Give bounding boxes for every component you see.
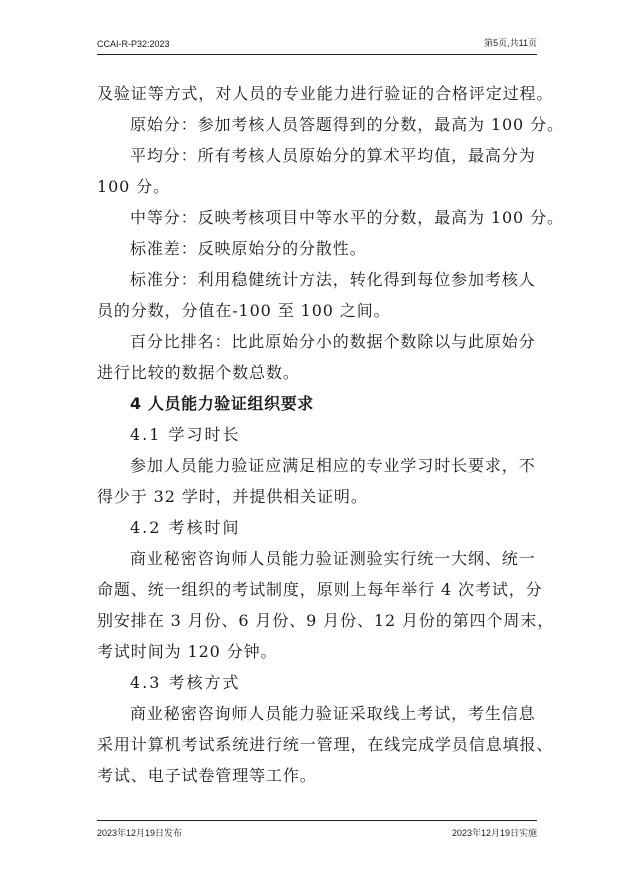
definition-std-deviation: 标准差：反映原始分的分散性。 [130, 239, 367, 258]
page-number: 第5页,共11页 [484, 38, 537, 48]
paragraph-line: 员的分数，分值在-100 至 100 之间。 [97, 301, 391, 320]
subsection-heading-4-2: 4.2 考核时间 [130, 518, 241, 537]
definition-raw-score: 原始分：参加考核人员答题得到的分数，最高为 100 分。 [130, 115, 564, 134]
definition-standard-score: 标准分：利用稳健统计方法，转化得到每位参加考核人 [130, 270, 536, 289]
definition-mean-score: 平均分：所有考核人员原始分的算术平均值，最高分为 [130, 146, 536, 165]
page-header [97, 36, 537, 49]
paragraph-line: 考试、电子试卷管理等工作。 [97, 766, 317, 785]
paragraph-line: 命题、统一组织的考试制度，原则上每年举行 4 次考试，分 [97, 580, 543, 599]
paragraph-line: 100 分。 [97, 177, 171, 196]
document-body [97, 78, 564, 791]
paragraph-line: 得少于 32 学时，并提供相关证明。 [97, 487, 368, 506]
implementation-date: 2023年12月19日实施 [451, 828, 537, 838]
paragraph-line: 采用计算机考试系统进行统一管理，在线完成学员信息填报、 [97, 735, 554, 754]
page-footer [97, 826, 537, 839]
paragraph-line: 进行比较的数据个数总数。 [97, 363, 300, 382]
paragraph-line: 参加人员能力验证应满足相应的专业学习时长要求，不 [130, 456, 536, 475]
paragraph-line: 商业秘密咨询师人员能力验证测验实行统一大纲、统一 [130, 549, 536, 568]
paragraph-line: 别安排在 3 月份、6 月份、9 月份、12 月份的第四个周末， [97, 611, 555, 630]
definition-median-score: 中等分：反映考核项目中等水平的分数，最高为 100 分。 [130, 208, 564, 227]
document-code: CCAI-R-P32:2023 [97, 39, 170, 49]
release-date: 2023年12月19日发布 [97, 828, 183, 838]
subsection-heading-4-3: 4.3 考核方式 [130, 673, 241, 692]
paragraph-line: 商业秘密咨询师人员能力验证采取线上考试，考生信息 [130, 704, 536, 723]
section-heading-4: 4 人员能力验证组织要求 [130, 394, 314, 413]
header-rule [97, 54, 537, 55]
subsection-heading-4-1: 4.1 学习时长 [130, 425, 241, 444]
paragraph-line: 及验证等方式，对人员的专业能力进行验证的合格评定过程。 [97, 84, 554, 103]
footer-rule [97, 820, 537, 821]
definition-percentile-rank: 百分比排名：比此原始分小的数据个数除以与此原始分 [130, 332, 536, 351]
paragraph-line: 考试时间为 120 分钟。 [97, 642, 278, 661]
